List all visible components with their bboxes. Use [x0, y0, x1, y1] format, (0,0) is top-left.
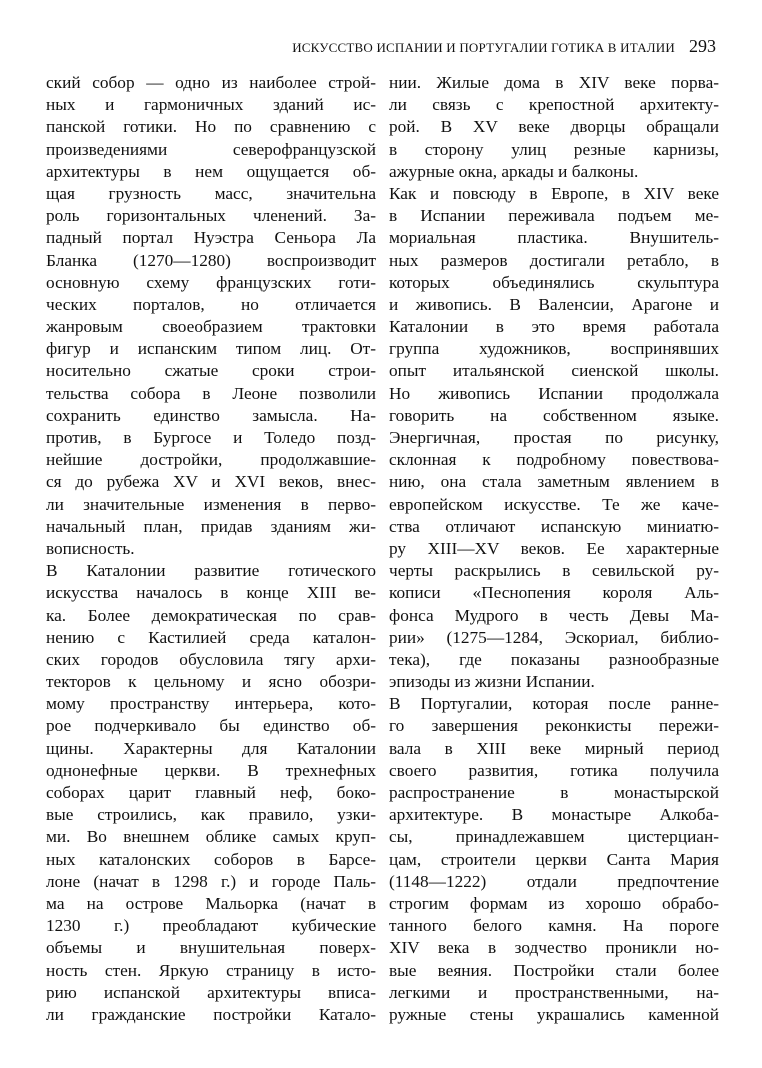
text-line: своего развития, готика получила: [389, 760, 719, 780]
text-line: Бланка (1270—1280) воспроизводит: [46, 250, 376, 270]
text-line: склонная к подробному повествова-: [389, 450, 719, 470]
text-line: цам, строители церкви Санта Мария: [389, 849, 719, 869]
text-line: нейшие достройки, продолжавшие-: [46, 450, 376, 470]
text-column-right: [389, 72, 719, 1026]
text-line: произведениями северофранцузской: [46, 139, 376, 159]
text-line: тека), где показаны разнообразные: [389, 649, 719, 669]
text-line: ру XIII—XV веков. Ее характерные: [389, 538, 719, 558]
text-line: кописи «Песнопения короля Аль-: [389, 583, 719, 603]
text-line: Как и повсюду в Европе, в XIV веке: [389, 183, 719, 203]
text-column-left: [46, 72, 376, 1026]
text-line: сохранить единство замысла. На-: [46, 405, 376, 425]
text-line: ми. Во внешнем облике самых круп-: [46, 827, 376, 847]
text-line: XIV века в зодчество проникли но-: [389, 938, 719, 958]
text-line: нии. Жилые дома в XIV веке порва-: [389, 73, 719, 92]
text-line: черты раскрылись в севильской ру-: [389, 561, 719, 581]
text-line: объемы и внушительная поверх-: [46, 938, 376, 958]
text-line: го завершения реконкисты пережи-: [389, 716, 719, 736]
text-line: тельства собора в Леоне позволили: [46, 383, 376, 403]
text-line: против, в Бургосе и Толедо позд-: [46, 428, 376, 447]
text-line: искусства началось в конце XIII ве-: [46, 583, 376, 603]
text-line: ских городов обусловила тягу архи-: [46, 649, 376, 669]
text-line: нию, она стала заметным явлением в: [389, 472, 719, 492]
text-line: сы, принадлежавшем цистерциан-: [389, 827, 719, 847]
text-line: щины. Характерны для Каталонии: [46, 738, 376, 758]
text-line: европейском искусстве. Те же каче-: [389, 494, 719, 514]
text-line: панской готики. Но по сравнению с: [46, 117, 376, 137]
text-line: архитектуры в нем ощущается об-: [46, 161, 376, 181]
text-line: ность стен. Яркую страницу в исто-: [46, 960, 376, 980]
text-line: 1230 г.) преобладают кубические: [46, 916, 376, 936]
text-line: ли гражданские постройки Катало-: [46, 1004, 376, 1024]
text-line: ся до рубежа XV и XVI веков, внес-: [46, 472, 376, 492]
text-line: (1148—1222) отдали предпочтение: [389, 871, 719, 891]
text-line: танного белого камня. На пороге: [389, 916, 719, 936]
text-line: опыт итальянской сиенской школы.: [389, 361, 719, 381]
text-line: группа художников, воспринявших: [389, 339, 719, 359]
text-line: мориальная пластика. Внушитель-: [389, 228, 719, 248]
text-line: и живопись. В Валенсии, Арагоне и: [389, 294, 719, 314]
text-line: вые строились, как правило, узки-: [46, 805, 376, 825]
text-line: распространение в монастырской: [389, 783, 719, 802]
text-line: ружные стены украшались каменной: [389, 1004, 719, 1024]
text-line: ма на острове Мальорка (начат в: [46, 893, 376, 913]
text-line: ли значительные изменения в перво-: [46, 494, 376, 514]
text-line: лоне (начат в 1298 г.) и городе Паль-: [46, 871, 376, 891]
text-line: говорить на собственном языке.: [389, 405, 719, 425]
running-header: [258, 36, 716, 60]
text-line: падный портал Нуэстра Сеньора Ла: [46, 228, 376, 248]
text-line: ческих порталов, но отличается: [46, 294, 376, 314]
text-line: ства отличают испанскую миниатю-: [389, 516, 719, 536]
text-line: фонса Мудрого в честь Девы Ма-: [389, 605, 719, 625]
text-line: нению с Кастилией среда каталон-: [46, 627, 376, 647]
text-line: ных и гармоничных зданий ис-: [46, 95, 376, 115]
text-line: в Испании переживала подъем ме-: [389, 206, 719, 226]
text-line: ли связь с крепостной архитекту-: [389, 95, 719, 115]
text-line: вописность.: [46, 538, 135, 558]
text-line: В Каталонии развитие готического: [46, 561, 376, 581]
text-line: носительно сжатые сроки строи-: [46, 361, 376, 381]
text-line: соборах царит главный неф, боко-: [46, 783, 376, 802]
text-line: Энергичная, простая по рисунку,: [389, 428, 719, 447]
text-line: однонефные церкви. В трехнефных: [46, 760, 376, 780]
text-line: ский собор — одно из наиболее строй-: [46, 73, 376, 92]
text-line: роль горизонтальных членений. За-: [46, 206, 376, 226]
text-line: В Португалии, которая после ранне-: [389, 694, 719, 714]
text-line: которых объединялись скульптура: [389, 272, 719, 292]
text-line: в сторону улиц резные карнизы,: [389, 139, 719, 159]
text-line: текторов к цельному и ясно обозри-: [46, 672, 376, 692]
text-line: ных размеров достигали ретабло, в: [389, 250, 719, 270]
text-line: фигур и испанским типом лиц. От-: [46, 339, 376, 359]
text-line: рое подчеркивало бы единство об-: [46, 716, 376, 736]
text-line: Каталонии в это время работала: [389, 317, 719, 337]
running-title: ИСКУССТВО ИСПАНИИ И ПОРТУГАЛИИ ГОТИКА В ИТАЛИИ: [292, 40, 675, 55]
text-line: рии» (1275—1284, Эскориал, библио-: [389, 627, 719, 647]
text-line: ажурные окна, аркады и балконы.: [389, 161, 639, 181]
text-line: вые веяния. Постройки стали более: [389, 960, 719, 980]
text-line: ка. Более демократическая по срав-: [46, 605, 376, 625]
text-line: жанровым своеобразием трактовки: [46, 317, 376, 337]
text-line: архитектуре. В монастыре Алкоба-: [389, 805, 719, 825]
text-line: ных каталонских соборов в Барсе-: [46, 849, 376, 869]
page-number: 293: [689, 36, 716, 56]
text-line: легкими и пространственными, на-: [389, 982, 719, 1002]
text-line: начальный план, придав зданиям жи-: [46, 516, 376, 536]
text-line: рой. В XV веке дворцы обращали: [389, 117, 719, 137]
text-line: вала в XIII веке мирный период: [389, 738, 719, 758]
text-line: щая грузность масс, значительна: [46, 183, 376, 203]
text-line: Но живопись Испании продолжала: [389, 383, 719, 403]
text-line: строгим формам из хорошо обрабо-: [389, 893, 719, 913]
text-line: рию испанской архитектуры вписа-: [46, 982, 376, 1002]
text-line: основную схему французских готи-: [46, 272, 376, 292]
text-line: мому пространству интерьера, кото-: [46, 694, 376, 714]
text-line: эпизоды из жизни Испании.: [389, 672, 595, 692]
